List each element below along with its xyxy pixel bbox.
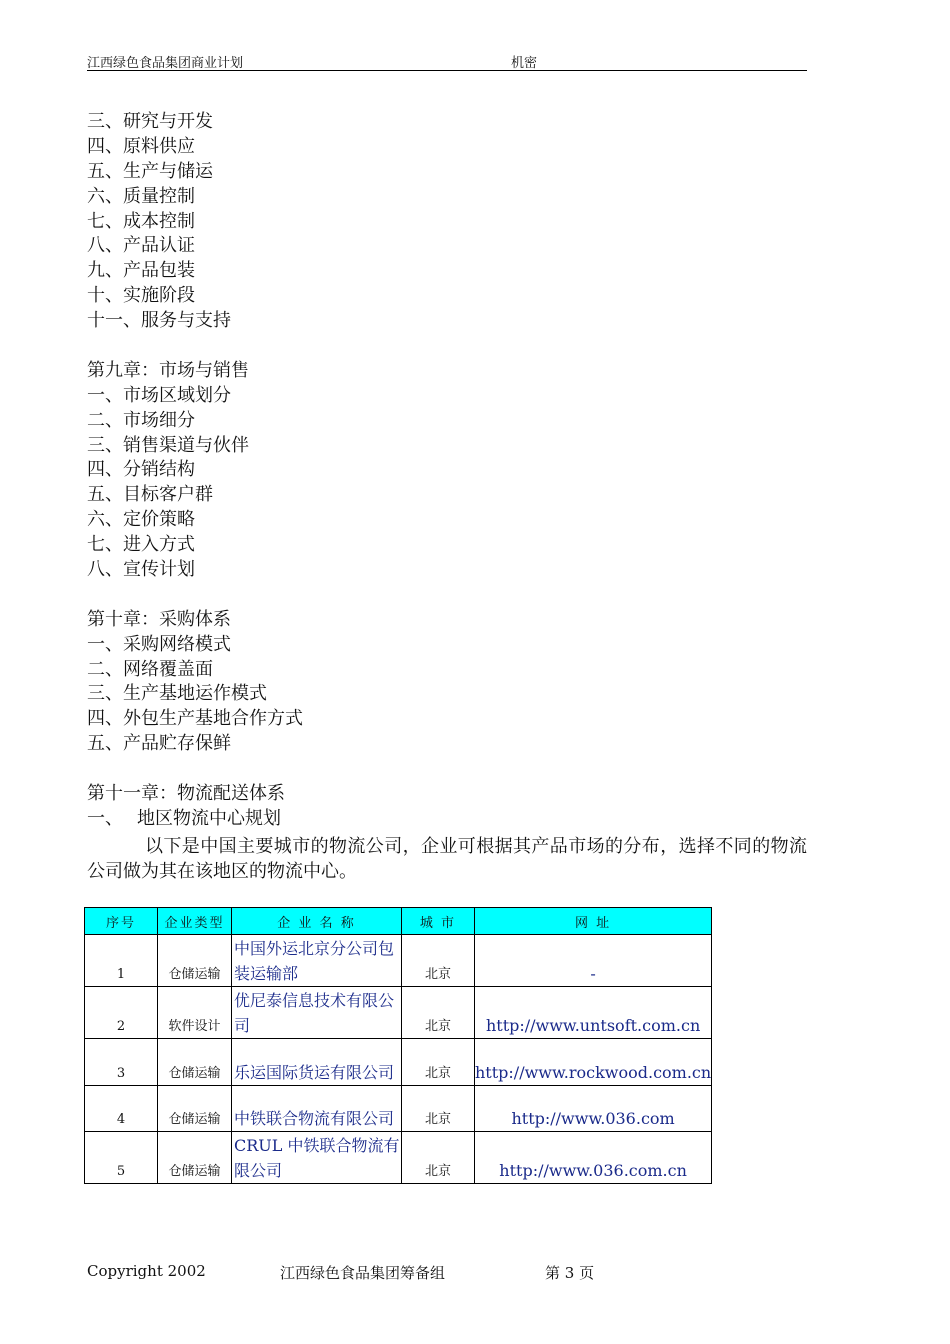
cell-company-name: 优尼泰信息技术有限公司	[232, 987, 402, 1039]
cell-type: 仓储运输	[158, 1086, 232, 1132]
toc-item: 八、宣传计划	[87, 559, 195, 581]
toc-item: 九、产品包装	[87, 260, 195, 282]
toc-item: 一、市场区域划分	[87, 384, 231, 406]
header-title: 江西绿色食品集团商业计划	[87, 56, 244, 71]
section-number: 一、	[87, 807, 123, 829]
header-cell-type: 企业类型	[158, 908, 232, 935]
header-cell-name: 企 业 名 称	[232, 908, 402, 935]
section-heading	[87, 807, 303, 832]
table-row	[85, 935, 712, 987]
header-confidential-label: 机密	[511, 56, 538, 71]
toc-item: 一、采购网络模式	[87, 633, 231, 655]
section-title: 地区物流中心规划	[137, 807, 281, 829]
table-of-contents	[87, 110, 303, 832]
cell-company-name: 中铁联合物流有限公司	[232, 1086, 402, 1132]
toc-item: 六、定价策略	[87, 509, 195, 531]
cell-url[interactable]: http://www.036.com	[475, 1086, 712, 1132]
toc-item: 五、产品贮存保鲜	[87, 733, 231, 755]
logistics-company-table	[84, 907, 712, 1184]
chapter-heading: 第十一章：物流配送体系	[87, 783, 285, 805]
toc-item: 三、生产基地运作模式	[87, 683, 267, 705]
table-row	[85, 1086, 712, 1132]
cell-city: 北京	[402, 1086, 475, 1132]
toc-item: 八、产品认证	[87, 235, 195, 257]
cell-url[interactable]: http://www.untsoft.com.cn	[475, 987, 712, 1039]
footer-page-number: 第 3 页	[545, 1264, 595, 1282]
cell-city: 北京	[402, 935, 475, 987]
cell-number: 3	[85, 1039, 158, 1086]
toc-item: 五、目标客户群	[87, 484, 213, 506]
cell-city: 北京	[402, 1039, 475, 1086]
cell-url[interactable]: http://www.rockwood.com.cn	[475, 1039, 712, 1086]
cell-number: 5	[85, 1132, 158, 1184]
intro-paragraph: 以下是中国主要城市的物流公司，企业可根据其产品市场的分布，选择不同的物流公司做为其在该地区的物流中心。	[87, 836, 807, 882]
cell-type: 软件设计	[158, 987, 232, 1039]
header-cell-url: 网 址	[475, 908, 712, 935]
toc-item: 三、研究与开发	[87, 111, 213, 132]
cell-city: 北京	[402, 1132, 475, 1184]
cell-company-name: 中国外运北京分公司包装运输部	[232, 935, 402, 987]
cell-company-name: 乐运国际货运有限公司	[232, 1039, 402, 1086]
cell-type: 仓储运输	[158, 1039, 232, 1086]
cell-url[interactable]: http://www.036.com.cn	[475, 1132, 712, 1184]
toc-item: 十、实施阶段	[87, 285, 195, 307]
toc-item: 十一、服务与支持	[87, 310, 231, 332]
cell-url: -	[475, 935, 712, 987]
toc-item: 二、市场细分	[87, 409, 195, 431]
toc-item: 三、销售渠道与伙伴	[87, 434, 249, 456]
toc-item: 四、分销结构	[87, 459, 195, 481]
cell-number: 4	[85, 1086, 158, 1132]
cell-city: 北京	[402, 987, 475, 1039]
cell-company-name: CRUL 中铁联合物流有限公司	[232, 1132, 402, 1184]
toc-item: 二、网络覆盖面	[87, 658, 213, 680]
chapter-heading: 第十章：采购体系	[87, 608, 231, 630]
toc-item: 六、质量控制	[87, 185, 195, 207]
table-row	[85, 987, 712, 1039]
chapter-heading: 第九章：市场与销售	[87, 359, 249, 381]
toc-item: 四、原料供应	[87, 135, 195, 157]
cell-type: 仓储运输	[158, 1132, 232, 1184]
table-row	[85, 1132, 712, 1184]
toc-item: 七、进入方式	[87, 534, 195, 556]
header-cell-city: 城 市	[402, 908, 475, 935]
header-cell-number: 序号	[85, 908, 158, 935]
toc-item: 四、外包生产基地合作方式	[87, 708, 303, 730]
table-row	[85, 1039, 712, 1086]
table-header-row	[85, 908, 712, 935]
footer-organization: 江西绿色食品集团筹备组	[280, 1264, 446, 1282]
toc-item: 五、生产与储运	[87, 160, 213, 182]
toc-item: 七、成本控制	[87, 210, 195, 232]
footer-copyright: Copyright 2002	[87, 1262, 206, 1280]
cell-type: 仓储运输	[158, 935, 232, 987]
cell-number: 1	[85, 935, 158, 987]
cell-number: 2	[85, 987, 158, 1039]
page-header	[87, 52, 807, 71]
